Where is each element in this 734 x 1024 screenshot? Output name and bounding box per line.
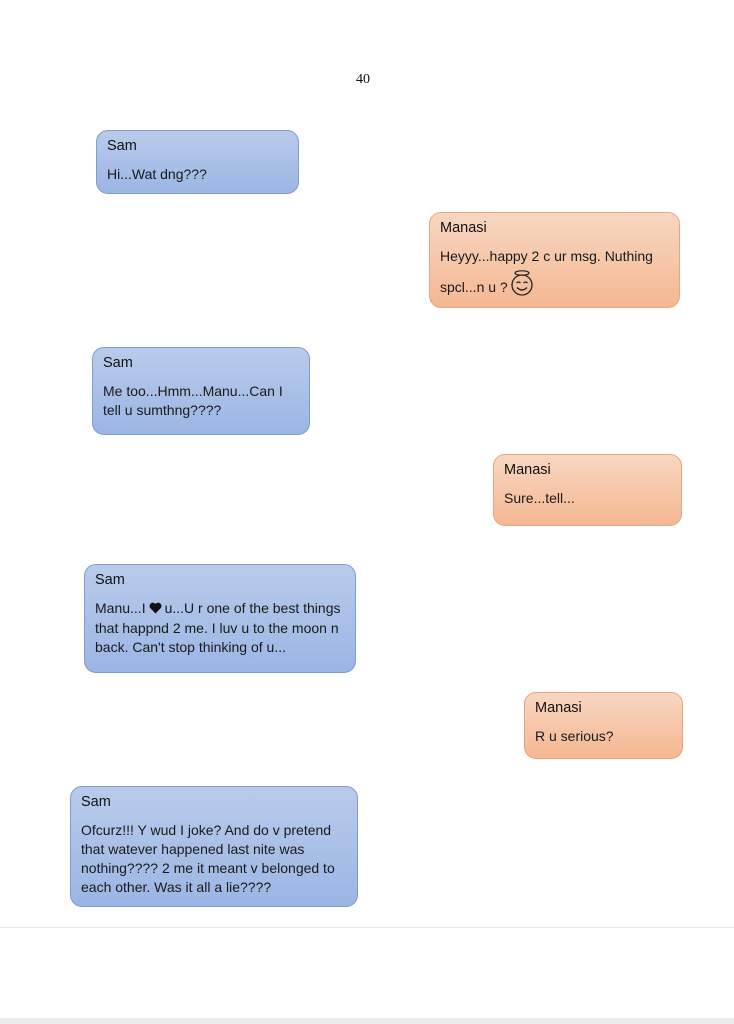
smiling-face-with-halo-icon [510,270,534,305]
heart-icon [149,600,162,619]
message-text: Me too...Hmm...Manu...Can I tell u sumthng???? [103,383,283,418]
message-text-wrap [95,599,343,657]
message-text-wrap [440,243,665,305]
message-text: Hi...Wat dng??? [107,166,207,182]
message-text-start: Manu...I [95,600,146,616]
bottom-bar [0,1018,734,1024]
message-bubble-manasi [493,454,682,526]
message-bubble-manasi [524,692,683,759]
sender-name: Sam [107,138,137,154]
sender-name: Sam [81,794,111,810]
message-bubble-sam [92,347,310,435]
sender-name: Manasi [535,700,582,716]
page-number: 40 [356,72,370,87]
sender-name: Sam [95,572,125,588]
message-text: Ofcurz!!! Y wud I joke? And do v pretend that watever happened last nite was nothing???? 2 me it meant v belonged to each other. Was it all a lie???? [81,822,335,895]
message-text: Heyyy...happy 2 c ur msg. Nuthing spcl...n u ? [440,248,653,295]
message-bubble-sam [84,564,356,673]
message-text: Sure...tell... [504,490,575,506]
message-text-end: u...U r one of the best things that happnd 2 me. I luv u to the moon n back. Can't stop thinking of u... [95,600,341,655]
message-bubble-sam [70,786,358,907]
message-bubble-manasi [429,212,680,308]
sender-name: Sam [103,355,133,371]
message-bubble-sam [96,130,299,194]
page-divider [0,927,734,928]
message-text: R u serious? [535,728,614,744]
sender-name: Manasi [440,220,487,236]
sender-name: Manasi [504,462,551,478]
